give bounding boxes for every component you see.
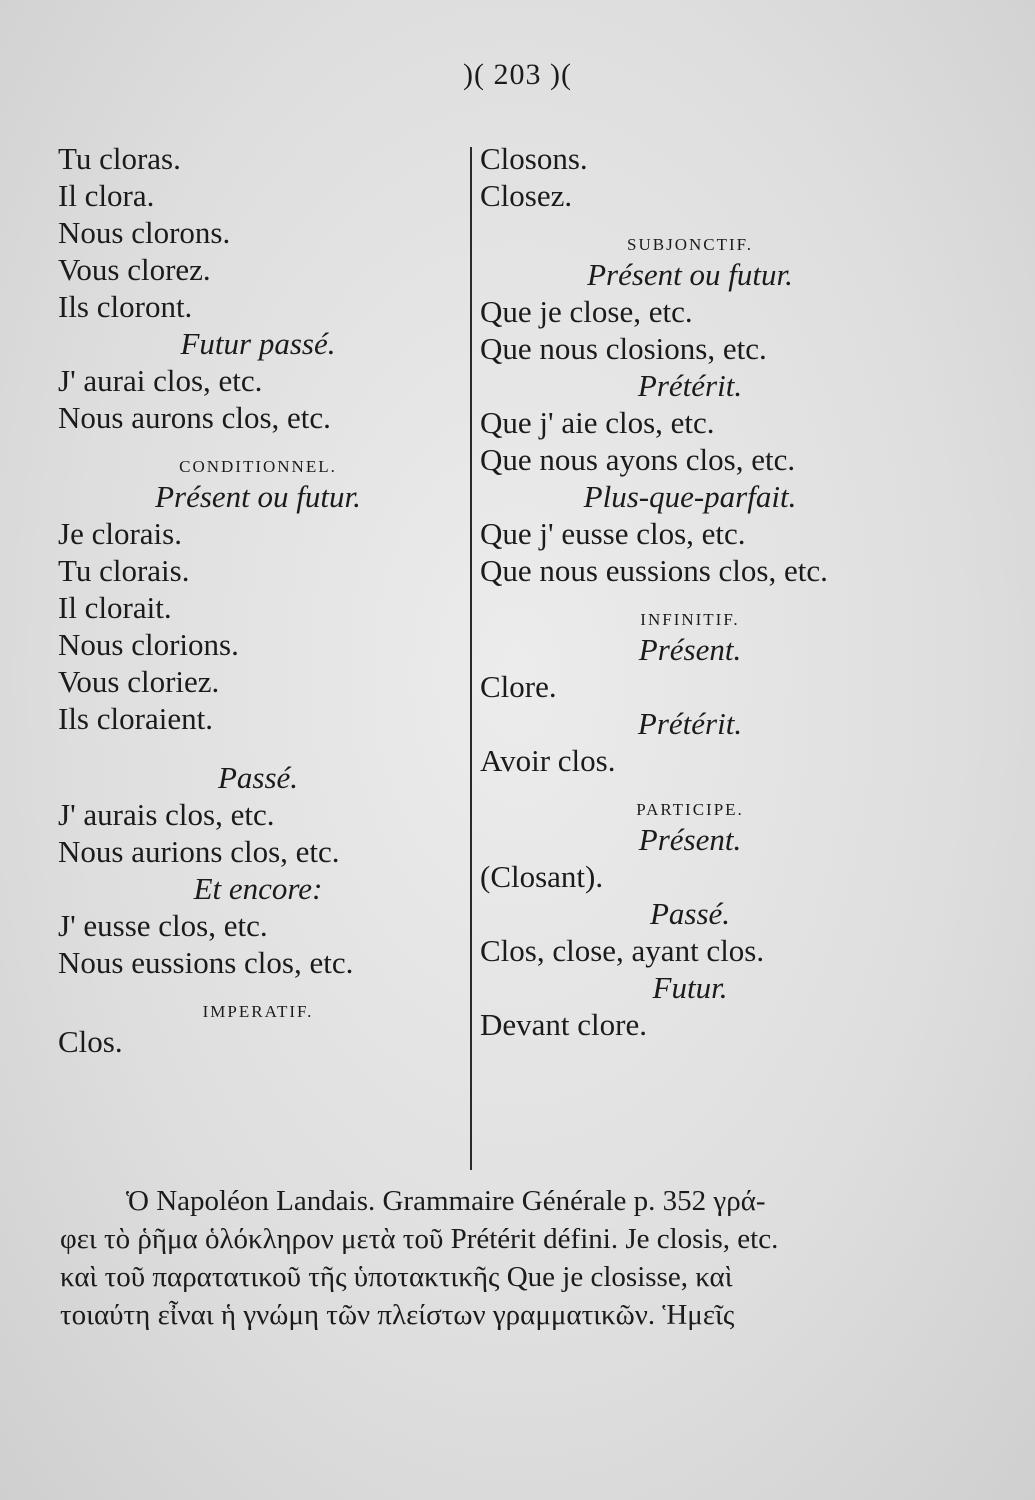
text-line: Closons.	[480, 141, 588, 176]
footnote-line: καὶ τοῦ παρατατικοῦ τῆς ὑποτακτικῆς Que je closisse, καὶ	[60, 1261, 733, 1293]
text-line: Clos, close, ayant clos.	[480, 933, 765, 968]
page-number: )( 203 )(	[463, 58, 572, 91]
text-line: Clore.	[480, 669, 557, 704]
text-line: J' aurais clos, etc.	[58, 797, 275, 832]
section-heading-infinitif: INFINITIF.	[640, 610, 740, 629]
section-heading-preterit: Prétérit.	[637, 368, 743, 403]
text-line: Que nous eussions clos, etc.	[480, 553, 828, 588]
text-line: Que nous closions, etc.	[480, 331, 767, 366]
text-line: Devant clore.	[480, 1007, 647, 1042]
footnote-line: φει τὸ ῥῆμα ὁλόκληρον μετὰ τοῦ Prétérit défini. Je closis, etc.	[60, 1223, 779, 1255]
text-line: Je clorais.	[58, 516, 182, 551]
section-heading-preterit: Prétérit.	[637, 706, 743, 741]
text-line: Closez.	[480, 178, 573, 213]
text-line: Avoir clos.	[480, 743, 616, 778]
text-line: Nous aurons clos, etc.	[58, 400, 331, 435]
column-divider	[470, 147, 472, 1170]
text-line: Nous clorons.	[58, 215, 231, 250]
text-line: Il clora.	[58, 178, 155, 213]
text-line: Tu cloras.	[58, 141, 181, 176]
section-heading-passe: Passé.	[649, 896, 731, 931]
footnote-line: τοιαύτη εἶναι ἡ γνώμη τῶν πλείστων γραμματικῶν. Ἡμεῖς	[60, 1299, 735, 1331]
section-heading-imperatif: IMPERATIF.	[202, 1002, 314, 1021]
text-line: Il clorait.	[58, 590, 172, 625]
section-heading-conditionnel: CONDITIONNEL.	[179, 457, 337, 476]
right-column	[480, 140, 900, 1043]
footnote-line: Ὁ Napoléon Landais. Grammaire Générale p. 352 γρά-	[126, 1185, 766, 1217]
text-line: Nous aurions clos, etc.	[58, 834, 340, 869]
text-line: J' eusse clos, etc.	[58, 908, 268, 943]
section-heading-et-encore: Et encore:	[193, 871, 323, 906]
section-heading-plus-que-parfait: Plus-que-parfait.	[583, 479, 797, 514]
text-line: Clos.	[58, 1024, 123, 1059]
text-line: Que j' eusse clos, etc.	[480, 516, 746, 551]
text-line: Tu clorais.	[58, 553, 190, 588]
text-line: Nous clorions.	[58, 627, 239, 662]
section-heading-participe: PARTICIPE.	[636, 800, 744, 819]
section-heading-futur: Futur.	[652, 970, 728, 1005]
text-line: (Closant).	[480, 859, 604, 894]
section-heading-futur-passe: Futur passé.	[180, 326, 336, 361]
text-line: Nous eussions clos, etc.	[58, 945, 354, 980]
section-heading-present: Présent ou futur.	[587, 257, 793, 292]
text-line: Que je close, etc.	[480, 294, 693, 329]
section-heading-passe: Passé.	[217, 760, 299, 795]
text-line: Que j' aie clos, etc.	[480, 405, 715, 440]
section-heading-present: Présent.	[638, 632, 742, 667]
text-line: Ils cloront.	[58, 289, 193, 324]
text-line: J' aurai clos, etc.	[58, 363, 263, 398]
text-line: Vous clorez.	[58, 252, 211, 287]
text-line: Ils cloraient.	[58, 701, 213, 736]
footnote-paragraph	[60, 1182, 900, 1334]
text-line: Vous cloriez.	[58, 664, 220, 699]
section-heading-subjonctif: SUBJONCTIF.	[627, 235, 753, 254]
section-heading-present: Présent ou futur.	[155, 479, 361, 514]
left-column	[58, 140, 458, 1060]
section-heading-present: Présent.	[638, 822, 742, 857]
text-line: Que nous ayons clos, etc.	[480, 442, 796, 477]
